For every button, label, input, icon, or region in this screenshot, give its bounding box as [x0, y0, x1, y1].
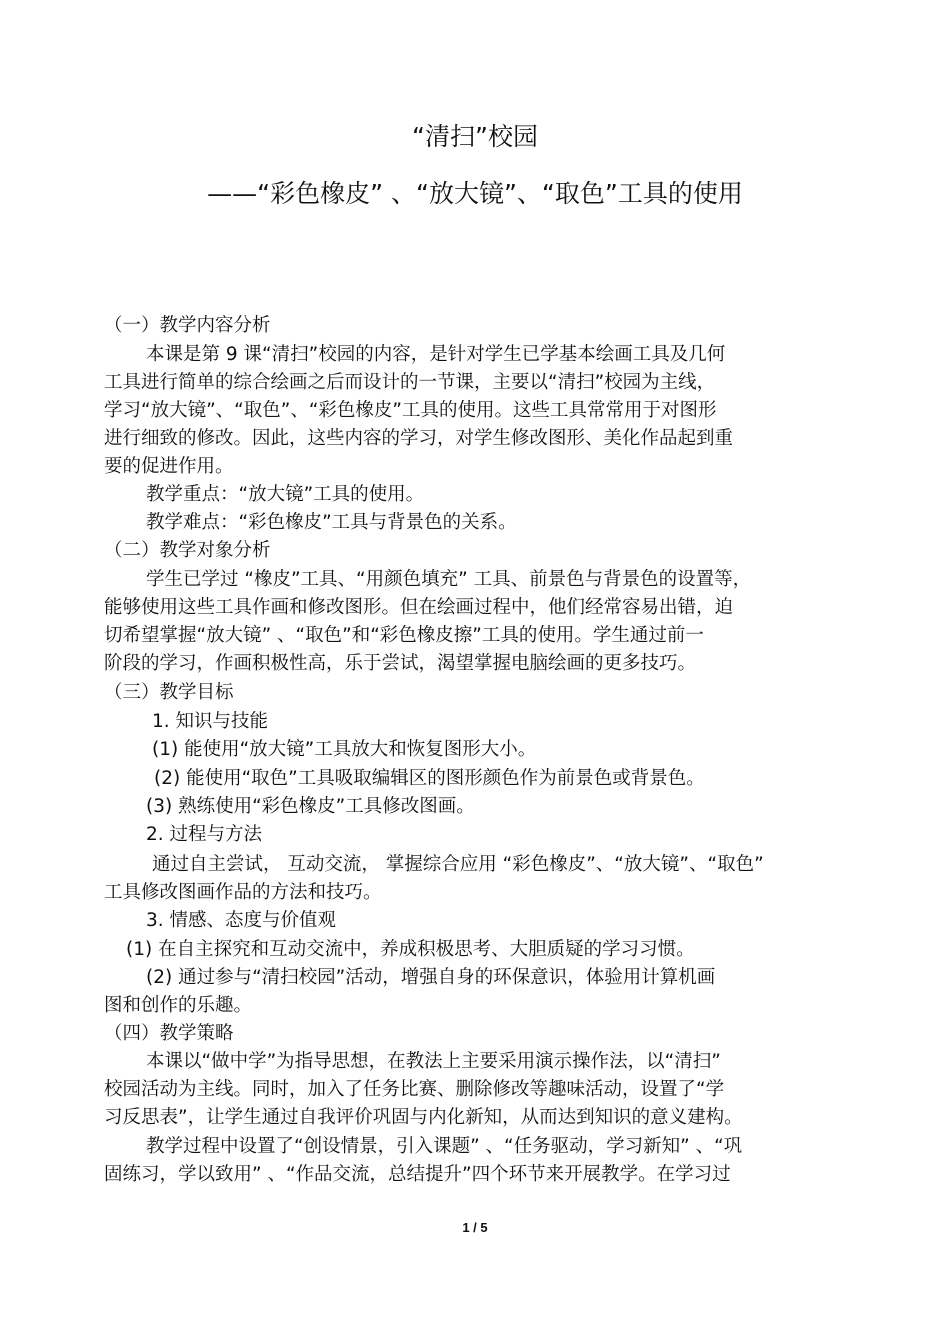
list-item: (2) 通过参与“清扫校园”活动，增强自身的环保意识，体验用计算机画 [146, 967, 716, 988]
document-title: “清扫”校园 [412, 122, 538, 151]
list-item: (2) 能使用“取色”工具吸取编辑区的图形颜色作为前景色或背景色。 [154, 768, 705, 789]
section-heading: （三）教学目标 [104, 682, 234, 703]
paragraph-line: 通过自主尝试， 互动交流， 掌握综合应用 “彩色橡皮”、“放大镜”、“取色” [152, 854, 764, 875]
paragraph-line: 工具进行简单的综合绘画之后而设计的一节课，主要以“清扫”校园为主线， [104, 372, 716, 393]
paragraph-line: 本课是第 9 课“清扫”校园的内容，是针对学生已学基本绘画工具及几何 [146, 344, 726, 365]
paragraph-line: 图和创作的乐趣。 [104, 995, 253, 1016]
paragraph-line: 校园活动为主线。同时，加入了任务比赛、删除修改等趣味活动，设置了“学 [104, 1079, 725, 1100]
paragraph-line: 固练习，学以致用” 、“作品交流，总结提升”四个环节来开展教学。在学习过 [104, 1164, 731, 1185]
subheading: 3. 情感、态度与价值观 [146, 910, 337, 931]
paragraph-line: 本课以“做中学”为指导思想，在教法上主要采用演示操作法，以“清扫” [146, 1051, 721, 1072]
paragraph-line: 阶段的学习，作画积极性高，乐于尝试，渴望掌握电脑绘画的更多技巧。 [104, 653, 697, 674]
subheading: 1. 知识与技能 [152, 711, 269, 732]
section-heading: （一）教学内容分析 [104, 315, 271, 336]
paragraph-line: 能够使用这些工具作画和修改图形。但在绘画过程中，他们经常容易出错，迫 [104, 597, 734, 618]
list-item: (1) 能使用“放大镜”工具放大和恢复图形大小。 [152, 739, 537, 760]
subheading: 2. 过程与方法 [146, 824, 263, 845]
section-heading: （二）教学对象分析 [104, 540, 271, 561]
paragraph-line: 教学重点：“放大镜”工具的使用。 [146, 484, 425, 505]
list-item: (3) 熟练使用“彩色橡皮”工具修改图画。 [146, 796, 475, 817]
paragraph-line: 教学过程中设置了“创设情景，引入课题” 、“任务驱动，学习新知” 、“巩 [146, 1136, 743, 1157]
paragraph-line: 进行细致的修改。因此，这些内容的学习，对学生修改图形、美化作品起到重 [104, 428, 734, 449]
paragraph-line: 工具修改图画作品的方法和技巧。 [104, 882, 382, 903]
document-subtitle: ——“彩色橡皮” 、“放大镜”、“取色”工具的使用 [207, 179, 743, 208]
paragraph-line: 教学难点：“彩色橡皮”工具与背景色的关系。 [146, 512, 517, 533]
paragraph-line: 习反思表”，让学生通过自我评价巩固与内化新知，从而达到知识的意义建构。 [104, 1107, 743, 1128]
page-number: 1 / 5 [462, 1220, 488, 1235]
list-item: (1) 在自主探究和互动交流中，养成积极思考、大胆质疑的学习习惯。 [126, 939, 695, 960]
paragraph-line: 学生已学过 “橡皮”工具、“用颜色填充” 工具、前景色与背景色的设置等， [146, 569, 752, 590]
paragraph-line: 学习“放大镜”、“取色”、“彩色橡皮”工具的使用。这些工具常常用于对图形 [104, 400, 717, 421]
paragraph-line: 切希望掌握“放大镜” 、“取色”和“彩色橡皮擦”工具的使用。学生通过前一 [104, 625, 704, 646]
paragraph-line: 要的促进作用。 [104, 456, 234, 477]
section-heading: （四）教学策略 [104, 1023, 234, 1044]
